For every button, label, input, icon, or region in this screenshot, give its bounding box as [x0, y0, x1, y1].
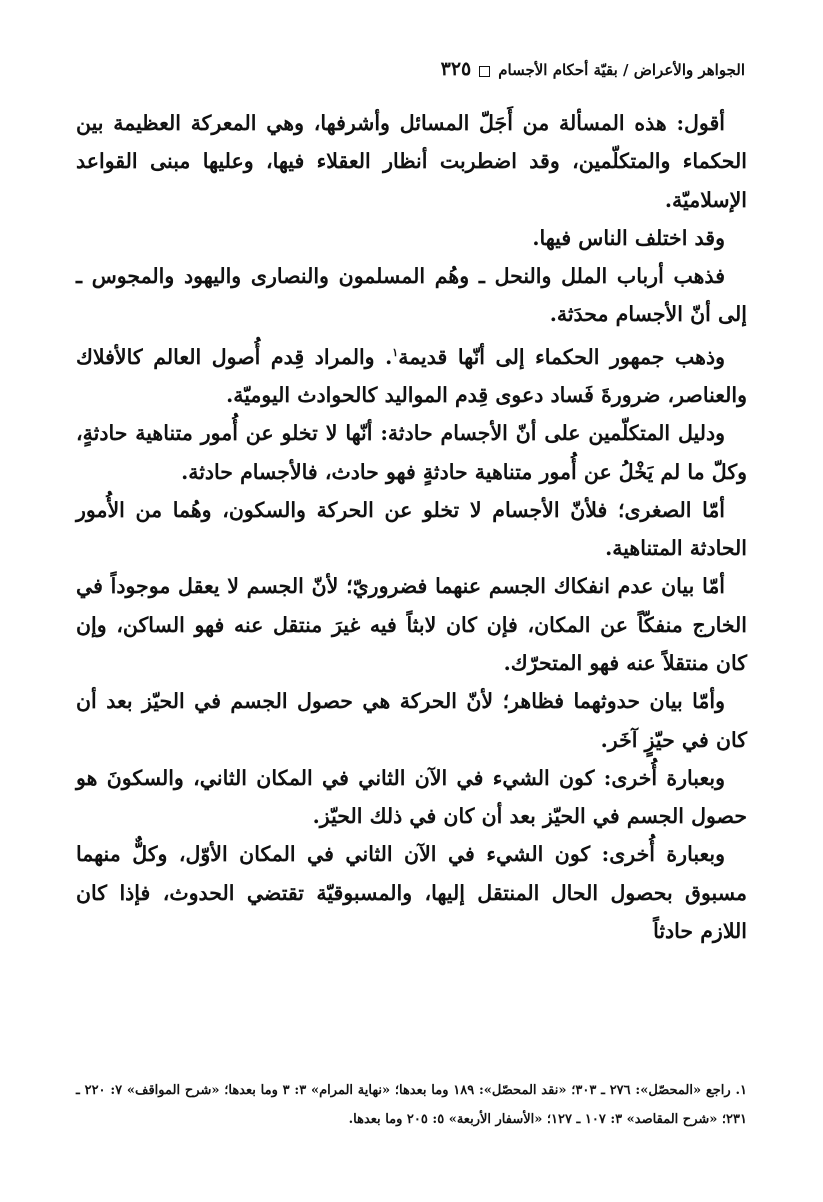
paragraph [76, 219, 747, 257]
paragraph-text: وذهب جمهور الحكماء إلى أنّها قديمة [398, 344, 725, 369]
main-text [76, 104, 747, 950]
paragraph-text: وبعبارة أُخرى: كون الشيء في الآن الثاني في المكان الثاني، والسكونَ هو حصول الجسم في الحيّز بعد أن كان في ذلك الحيّز. [76, 765, 747, 829]
page-number: ٣٢٥ [440, 58, 472, 80]
paragraph-text: وقد اختلف الناس فيها. [532, 225, 725, 250]
paragraph-text-tail: . والمراد قِدم أُصول العالم كالأفلاك والعناصر، ضرورةَ فَساد دعوى قِدم المواليد كالحوادث اليوميّة. [76, 344, 747, 407]
paragraph [76, 682, 747, 759]
paragraph [76, 759, 747, 836]
footnote-marker[interactable]: ١ [392, 345, 399, 359]
paragraph [76, 491, 747, 568]
header-title: الجواهر والأعراض / بقيّة أحكام الأجسام [498, 61, 745, 79]
paragraph [76, 334, 747, 414]
paragraph [76, 104, 747, 219]
paragraph-text: أمّا الصغرى؛ فلأنّ الأجسام لا تخلو عن الحركة والسكون، وهُما من الأُمور الحادثة المتناهية. [76, 497, 747, 561]
footnote: ١. راجع «المحصّل»: ٢٧٦ ـ ٣٠٣؛ «نقد المحصّل»: ١٨٩ وما بعدها؛ «نهاية المرام» ٣: ٣ وما بعدها؛ «شرح المواقف» ٧: ٢٢٠ ـ ٢٣١؛ «شرح المقاصد» ٣: ١٠٧ ـ ١٢٧؛ «الأسفار الأربعة» ٥: ٢٠٥ وما بعدها. [76, 1083, 747, 1127]
paragraph [76, 835, 747, 950]
paragraph [76, 257, 747, 334]
paragraph [76, 567, 747, 682]
paragraph-text: ودليل المتكلّمين على أنّ الأجسام حادثة: أنّها لا تخلو عن أُمور متناهية حادثةٍ، وكلّ ما لم يَخْلُ عن أُمور متناهية حادثةٍ فهو حادث، فالأجسام حادثة. [76, 421, 747, 484]
paragraph-text: هذه المسألة من أَجَلّ المسائل وأشرفها، وهي المعركة العظيمة بين الحكماء والمتكلّمين، وقد اضطربت أنظار العقلاء فيها، وعليها مبنى القواعد الإسلاميّة. [76, 111, 747, 212]
paragraph-lead: أقول: [676, 111, 725, 135]
paragraph-text: وبعبارة أُخرى: كون الشيء في الآن الثاني في المكان الأوّل، وكلٌّ منهما مسبوق بحصول الحال المنتقل إليها، والمسبوقيّة تقتضي الحدوث، فإذا كان اللازم حادثاً [76, 842, 747, 944]
paragraph [76, 414, 747, 491]
paragraph-text: أمّا بيان عدم انفكاك الجسم عنهما فضروريّ؛ لأنّ الجسم لا يعقل موجوداً في الخارج منفكّاً عن المكان، فإن كان لابثاً فيه غيرَ منتقل عنه فهو الساكن، وإن كان منتقلاً عنه فهو المتحرّك. [76, 574, 747, 675]
paragraph-text: فذهب أرباب الملل والنحل ـ وهُم المسلمون والنصارى واليهود والمجوس ـ إلى أنّ الأجسام محدَثة. [76, 264, 747, 327]
running-header [78, 54, 745, 84]
paragraph-text: وأمّا بيان حدوثهما فظاهر؛ لأنّ الحركة هي حصول الجسم في الحيّز بعد أن كان في حيّزٍ آخَر. [76, 689, 747, 752]
square-ornament-icon [479, 66, 490, 77]
